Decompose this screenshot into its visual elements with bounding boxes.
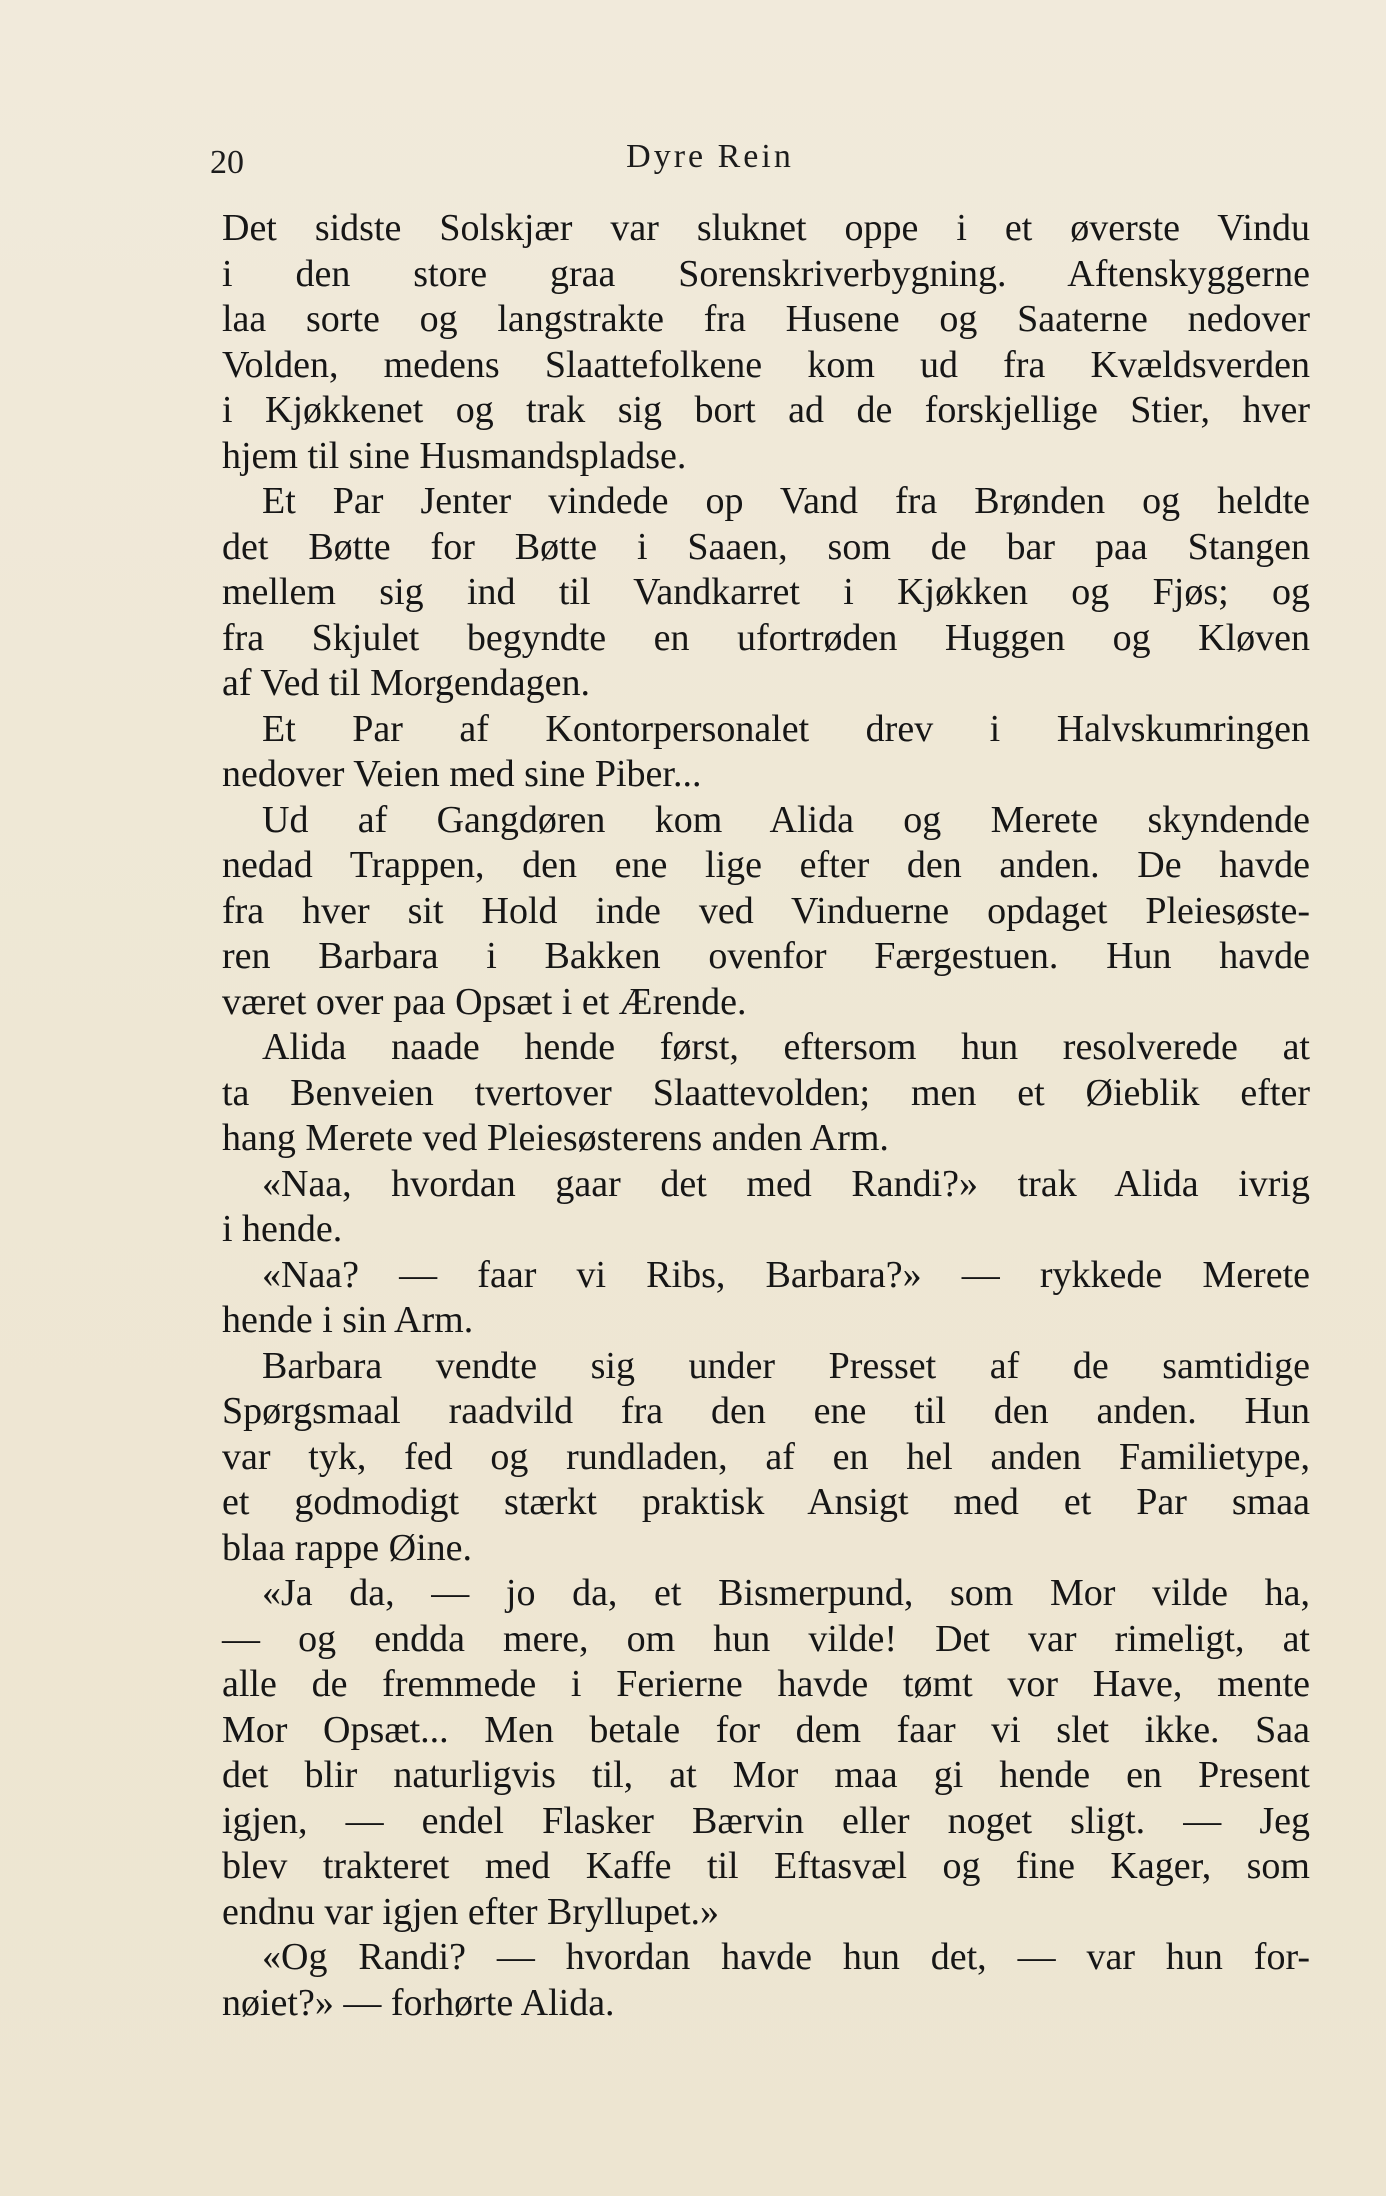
text-line: nedad Trappen, den ene lige efter den anden. De havde — [222, 844, 1310, 886]
text-line: nøiet?» — forhørte Alida. — [222, 1981, 615, 2024]
text-line: — og endda mere, om hun vilde! Det var rimeligt, at — [222, 1617, 1310, 1660]
text-line: «Og Randi? — hvordan havde hun det, — var hun for- — [262, 1936, 1310, 1978]
text-line: i hende. — [222, 1208, 343, 1250]
text-line: ta Benveien tvertover Slaattevolden; men et Øieblik efter — [222, 1071, 1310, 1114]
text-line: Barbara vendte sig under Presset af de samtidige — [262, 1344, 1310, 1387]
page-number: 20 — [210, 144, 244, 181]
text-line: «Naa? — faar vi Ribs, Barbara?» — rykkede Merete — [262, 1253, 1310, 1296]
text-line: været over paa Opsæt i et Ærende. — [222, 980, 747, 1023]
text-line: ren Barbara i Bakken ovenfor Færgestuen. Hun havde — [222, 935, 1310, 977]
text-line: nedover Veien med sine Piber... — [222, 753, 702, 795]
text-line: laa sorte og langstrakte fra Husene og Saaterne nedover — [222, 298, 1310, 340]
text-line: fra Skjulet begyndte en ufortrøden Huggen og Kløven — [222, 616, 1310, 659]
text-line: Det sidste Solskjær var sluknet oppe i et øverste Vindu — [222, 207, 1310, 249]
text-line: «Naa, hvordan gaar det med Randi?» trak Alida ivrig — [262, 1162, 1310, 1205]
text-line: Volden, medens Slaattefolkene kom ud fra Kvældsverden — [222, 343, 1310, 386]
text-line: Spørgsmaal raadvild fra den ene til den anden. Hun — [222, 1390, 1310, 1432]
text-line: i den store graa Sorenskriverbygning. Aftenskyggerne — [222, 252, 1310, 295]
text-line: i Kjøkkenet og trak sig bort ad de forskjellige Stier, hver — [222, 389, 1310, 431]
text-line: var tyk, fed og rundladen, af en hel anden Familietype, — [222, 1435, 1310, 1478]
text-line: alle de fremmede i Ferierne havde tømt vor Have, mente — [222, 1663, 1310, 1705]
text-line: det blir naturligvis til, at Mor maa gi hende en Present — [222, 1754, 1310, 1796]
text-line: Mor Opsæt... Men betale for dem faar vi slet ikke. Saa — [222, 1708, 1310, 1751]
text-line: Alida naade hende først, eftersom hun resolverede at — [262, 1026, 1310, 1068]
text-line: endnu var igjen efter Bryllupet.» — [222, 1890, 720, 1933]
text-line: blaa rappe Øine. — [222, 1526, 473, 1569]
text-line: blev trakteret med Kaffe til Eftasvæl og fine Kager, som — [222, 1845, 1310, 1887]
text-line: Et Par Jenter vindede op Vand fra Brønden og heldte — [262, 480, 1310, 522]
text-line: det Bøtte for Bøtte i Saaen, som de bar paa Stangen — [222, 525, 1310, 568]
text-line: Ud af Gangdøren kom Alida og Merete skyndende — [262, 798, 1310, 841]
text-line: «Ja da, — jo da, et Bismerpund, som Mor vilde ha, — [262, 1572, 1310, 1614]
book-title: Dyre Rein — [626, 138, 794, 175]
text-line: fra hver sit Hold inde ved Vinduerne opdaget Pleiesøste- — [222, 889, 1310, 932]
text-line: et godmodigt stærkt praktisk Ansigt med et Par smaa — [222, 1481, 1310, 1523]
text-line: mellem sig ind til Vandkarret i Kjøkken og Fjøs; og — [222, 571, 1310, 613]
text-line: hende i sin Arm. — [222, 1299, 474, 1341]
running-head — [210, 138, 1310, 188]
text-line: hang Merete ved Pleiesøsterens anden Arm. — [222, 1117, 889, 1159]
text-line: Et Par af Kontorpersonalet drev i Halvskumringen — [262, 707, 1310, 750]
body-text — [222, 206, 1310, 2026]
text-line: af Ved til Morgendagen. — [222, 662, 590, 704]
text-line: hjem til sine Husmandspladse. — [222, 434, 687, 477]
text-line: igjen, — endel Flasker Bærvin eller noget sligt. — Jeg — [222, 1799, 1310, 1842]
